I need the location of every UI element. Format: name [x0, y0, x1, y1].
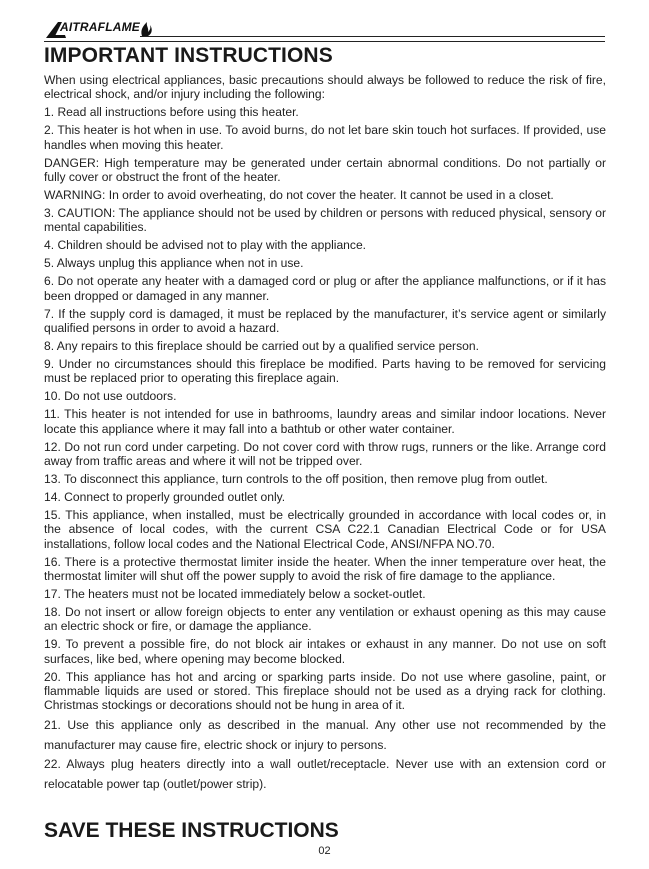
instruction-item: 8. Any repairs to this fireplace should be carried out by a qualified service person.	[44, 338, 479, 353]
instruction-item: 18. Do not insert or allow foreign objects to enter any ventilation or exhaust opening as this may cause an electric shock or fire, or damage the appliance.	[44, 604, 606, 634]
instruction-item: 21. Use this appliance only as described in the manual. Any other use not recommended by the manufacturer may cause fire, electric shock or injury to persons.	[44, 718, 606, 752]
warning-notice: WARNING: In order to avoid overheating, do not cover the heater. It cannot be used in a closet.	[44, 188, 554, 203]
instruction-item: 13. To disconnect this appliance, turn controls to the off position, then remove plug from outlet.	[44, 471, 548, 486]
header-rule-top	[140, 36, 605, 37]
instruction-item: 3. CAUTION: The appliance should not be used by children or persons with reduced physical, sensory or mental capabilities.	[44, 205, 606, 235]
instruction-item: 6. Do not operate any heater with a damaged cord or plug or after the appliance malfunctions, or if it has been dropped or damaged in any manner.	[44, 274, 606, 303]
instruction-item: 2. This heater is hot when in use. To avoid burns, do not let bare skin touch hot surfaces. If provided, use handles when moving this heater.	[44, 123, 606, 152]
instruction-item: 19. To prevent a possible fire, do not block air intakes or exhaust in any manner. Do not use on soft surfaces, like bed, where opening may become blocked.	[44, 637, 606, 666]
instruction-item: 12. Do not run cord under carpeting. Do not cover cord with throw rugs, runners or the like. Arrange cord away from traffic areas and where it will not be tripped over.	[44, 439, 606, 468]
instruction-item: 22. Always plug heaters directly into a wall outlet/receptacle. Never use with an extension cord or relocatable power tap (outlet/power strip).	[44, 757, 606, 791]
instruction-item: 4. Children should be advised not to play with the appliance.	[44, 238, 367, 253]
instruction-item: 14. Connect to properly grounded outlet only.	[44, 489, 286, 504]
instruction-item: 16. There is a protective thermostat limiter inside the heater. When the inner temperature over heat, the thermostat limiter will shut off the power supply to avoid the risk of fire damage to the appliance.	[44, 554, 606, 584]
brand-logo	[44, 16, 154, 42]
page-title: IMPORTANT INSTRUCTIONS	[44, 44, 333, 67]
page-header	[44, 16, 605, 44]
intro-paragraph: When using electrical appliances, basic precautions should always be followed to reduce the risk of fire, electrical shock, and/or injury including the following:	[44, 73, 606, 102]
save-instructions-heading: SAVE THESE INSTRUCTIONS	[44, 819, 339, 842]
instruction-item: 7. If the supply cord is damaged, it must be replaced by the manufacturer, it’s service agent or similarly qualified persons in order to avoid a hazard.	[44, 306, 606, 336]
instruction-item: 15. This appliance, when installed, must be electrically grounded in accordance with local codes or, in the absence of local codes, with the current CSA C22.1 Canadian Electrical Code or for USA installations, follow local codes and the National Electrical Code, ANSI/NFPA NO.70.	[44, 507, 606, 551]
instructions-body	[44, 73, 606, 794]
page-number: 02	[318, 845, 331, 857]
instruction-item: 5. Always unplug this appliance when not in use.	[44, 256, 304, 271]
instruction-item: 10. Do not use outdoors.	[44, 389, 177, 404]
danger-notice: DANGER: High temperature may be generated under certain abnormal conditions. Do not partially or fully cover or obstruct the front of the heater.	[44, 155, 606, 185]
instruction-item: 17. The heaters must not be located immediately below a socket-outlet.	[44, 586, 426, 601]
instruction-item: 1. Read all instructions before using this heater.	[44, 105, 299, 120]
instruction-item: 11. This heater is not intended for use in bathrooms, laundry areas and similar indoor locations. Never locate this appliance where it may fall into a bathtub or other water container.	[44, 407, 606, 436]
instruction-item: 20. This appliance has hot and arcing or sparking parts inside. Do not use where gasoline, paint, or flammable liquids are used or stored. This fireplace should not be used as a drying rack for clothing. Christmas stockings or decorations should not be hung in area of it.	[44, 669, 606, 713]
brand-name: AITRAFLAME	[60, 20, 140, 34]
header-rule-bottom	[44, 41, 605, 42]
instruction-item: 9. Under no circumstances should this fireplace be modified. Parts having to be removed for servicing must be replaced prior to operating this fireplace again.	[44, 356, 606, 386]
